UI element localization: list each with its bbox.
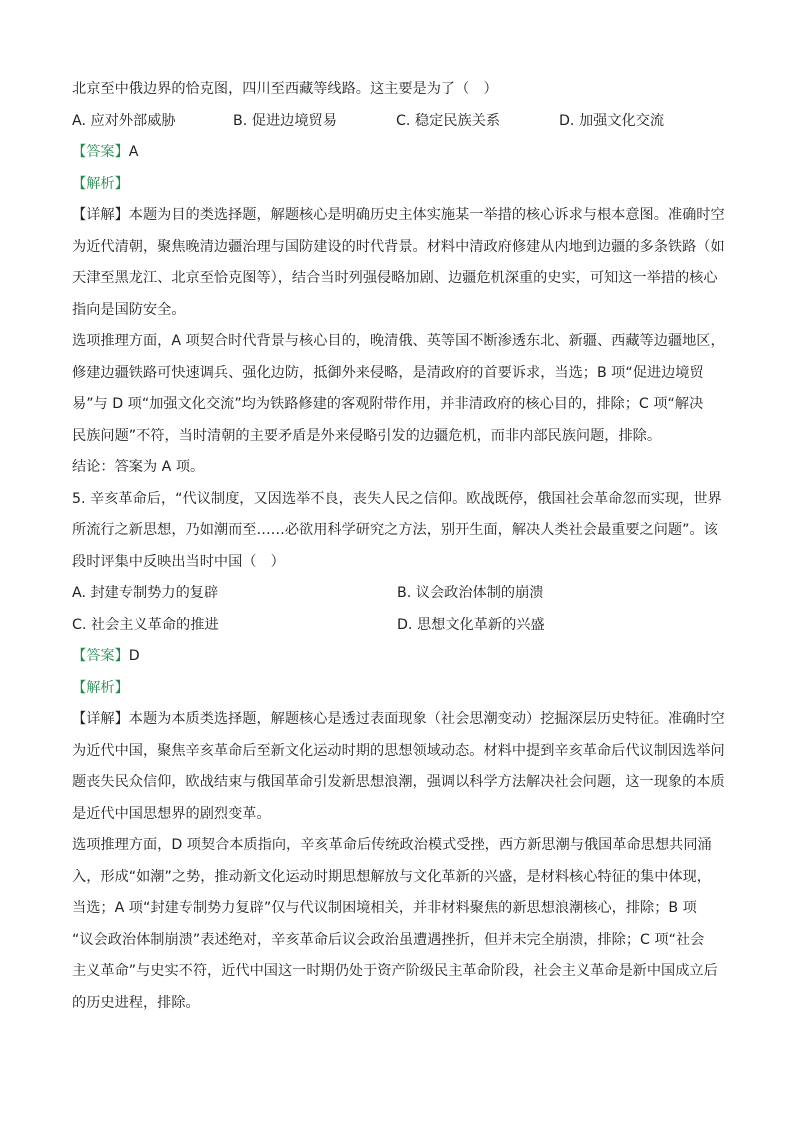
q4-analysis-label: 【解析】 [72,175,129,192]
q4-detail-line: 指向是国防安全。 [72,301,186,318]
q4-detail-line: 修建边疆铁路可快速调兵、强化边防，抵御外来侵略，是清政府的首要诉求，当选；B 项“促进边境贸 [72,364,704,381]
q4-detail-line: 民族问题”不符，当时清朝的主要矛盾是外来侵略引发的边疆危机，而非内部民族问题，排除。 [72,427,662,444]
q5-analysis-label: 【解析】 [72,679,129,696]
q4-detail-line: 为近代清朝，聚焦晚清边疆治理与国防建设的时代背景。材料中清政府修建从内地到边疆的多条铁路（如 [72,238,725,255]
q4-option-c: C. 稳定民族关系 [396,112,501,129]
q5-detail-line: 当选；A 项“封建专制势力复辟”仅与代议制困境相关，并非材料聚焦的新思想浪潮核心，排除；B 项 [72,900,697,916]
q5-detail-line: 的历史进程，排除。 [72,994,200,1011]
q4-stem-tail: 北京至中俄边界的恰克图，四川至西藏等线路。这主要是为了（ ） [72,81,498,97]
q5-stem-line: 5. 辛亥革命后，“代议制度，又因选举不良，丧失人民之信仰。欧战既停，俄国社会革命忽而实现，世界 [72,490,722,507]
q4-options [72,106,724,138]
q5-answer [72,641,724,673]
q4-option-b: B. 促进边境贸易 [233,112,337,129]
q5-stem-line: 段时评集中反映出当时中国（ ） [72,553,285,570]
q5-options-row-1 [72,578,724,610]
q5-detail-line: 选项推理方面，D 项契合本质指向，辛亥革命后传统政治模式受挫，西方新思潮与俄国革命思想共同涌 [72,837,712,853]
q4-option-a: A. 应对外部威胁 [72,112,176,129]
q5-option-c: C. 社会主义革命的推进 [72,616,219,633]
q5-option-b: B. 议会政治体制的崩溃 [397,585,544,601]
q4-detail-line: 易”与 D 项“加强文化交流”均为铁路修建的客观附带作用，并非清政府的核心目的，排除；C 项“解决 [72,396,704,412]
q5-option-d: D. 思想文化革新的兴盛 [397,616,545,633]
q5-stem-line: 所流行之新思想，乃如潮而至……必欲用科学研究之方法，别开生面，解决人类社会最重要之问题”。该 [72,522,718,538]
q5-detail-line: 入，形成“如潮”之势，推动新文化运动时期思想解放与文化革新的兴盛，是材料核心特征的集中体现， [72,868,711,885]
q4-detail-line: 选项推理方面，A 项契合时代背景与核心目的，晚清俄、英等国不断渗透东北、新疆、西藏等边疆地区， [72,333,725,349]
q4-detail [72,200,724,484]
q4-option-d: D. 加强文化交流 [559,112,665,129]
q5-option-a: A. 封建专制势力的复辟 [72,585,219,601]
q5-detail-line: 主义革命”与史实不符，近代中国这一时期仍处于资产阶级民主革命阶段，社会主义革命是新中国成立后 [72,963,718,979]
q4-conclusion: 结论：答案为 A 项。 [72,459,205,475]
q5-detail-line: 是近代中国思想界的剧烈变革。 [72,805,271,822]
q4-detail-line: 天津至黑龙江、北京至恰克图等），结合当时列强侵略加剧、边疆危机深重的史实，可知这一举措的核心 [72,270,718,286]
q4-detail-line: 【详解】本题为目的类选择题，解题核心是明确历史主体实施某一举措的核心诉求与根本意图。准确时空 [72,207,725,223]
q5-detail [72,704,724,1019]
q5-answer-label: 【答案】 [72,648,129,664]
q4-answer [72,137,724,169]
q5-detail-line: 题丧失民众信仰，欧战结束与俄国革命引发新思想浪潮，强调以科学方法解决社会问题，这一现象的本质 [72,774,725,790]
q5-detail-line: 【详解】本题为本质类选择题，解题核心是透过表面现象（社会思潮变动）挖掘深层历史特征。准确时空 [72,711,725,727]
q5-answer-value: D [128,648,140,664]
q4-answer-value: A [128,144,139,160]
q4-answer-label: 【答案】 [72,144,129,160]
q5-detail-line: 为近代中国，聚焦辛亥革命后至新文化运动时期的思想领域动态。材料中提到辛亥革命后代议制因选举问 [72,742,725,759]
q5-detail-line: “议会政治体制崩溃”表述绝对，辛亥革命后议会政治虽遭遇挫折，但并未完全崩溃，排除；C 项“社会 [72,931,705,948]
document-page [72,74,724,1019]
q5-stem [72,484,724,579]
q5-options-row-2 [72,610,724,642]
